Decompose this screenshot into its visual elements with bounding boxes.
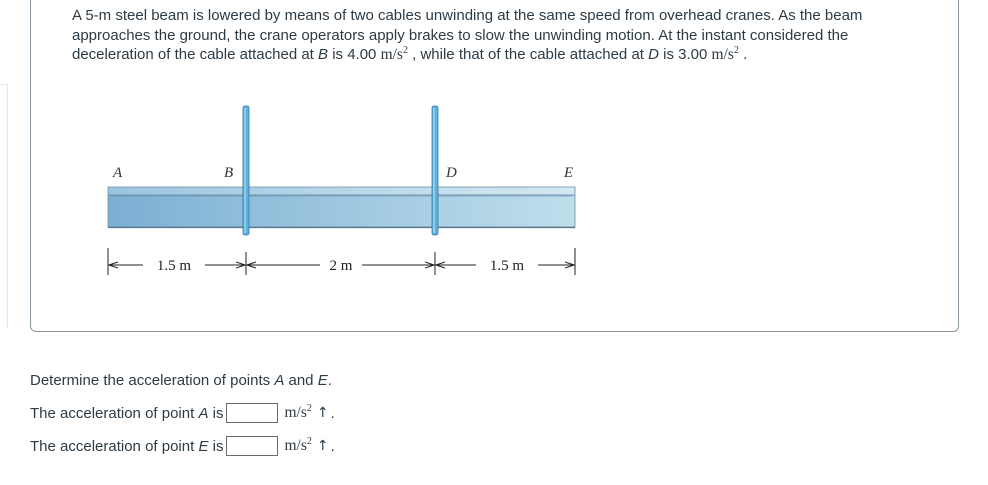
point-label-a: A — [274, 372, 285, 389]
point-label-b: B — [224, 165, 234, 181]
answer-row-a: The acceleration of point A is $m/s^2$ ↑ . — [30, 402, 335, 422]
acceleration-e-input[interactable] — [226, 436, 278, 456]
acceleration-a-input[interactable] — [226, 403, 278, 423]
statement-text: is 3.00 — [658, 46, 712, 63]
dimension-label-de: 1.5 m — [489, 258, 525, 274]
answer-label-a: The acceleration of point A is — [30, 404, 224, 422]
cable-d — [432, 106, 438, 235]
unit-ms2: $m/s^2$ — [711, 44, 739, 63]
point-label-e: E — [564, 165, 574, 181]
statement-text: . — [738, 46, 748, 63]
steel-beam — [108, 187, 575, 228]
point-label-e: E — [317, 372, 328, 389]
point-label-d: D — [648, 46, 659, 63]
statement-text: , while that of the cable attached at — [407, 46, 649, 63]
cable-b — [243, 106, 249, 235]
answer-row-e: The acceleration of point E is $m/s^2$ ↑ . — [30, 435, 335, 455]
unit-ms2: $m/s^2$ — [284, 402, 312, 421]
unit-ms2: $m/s^2$ — [284, 435, 312, 454]
point-label-a: A — [113, 165, 123, 181]
dimension-label-bd: 2 m — [329, 258, 353, 274]
arrow-up-icon: ↑ — [316, 405, 329, 421]
point-label-d: D — [446, 165, 457, 181]
point-label-b: B — [318, 46, 329, 63]
answer-label-e: The acceleration of point E is — [30, 437, 224, 455]
unit-ms2: $m/s^2$ — [380, 44, 408, 63]
statement-text: is 4.00 — [328, 46, 381, 63]
question-prompt: Determine the acceleration of points A and E. — [30, 372, 332, 389]
arrow-up-icon: ↑ — [316, 438, 329, 454]
dimension-label-ab: 1.5 m — [156, 258, 192, 274]
statement-text: A 5-m steel beam is lowered by means of two cables unwinding at the same speed from overhead cranes. As the beam approaches the ground, the crane operators apply brakes to slow the unwinding motion. At the instant considered the deceleration of the cable attached at — [72, 7, 863, 63]
